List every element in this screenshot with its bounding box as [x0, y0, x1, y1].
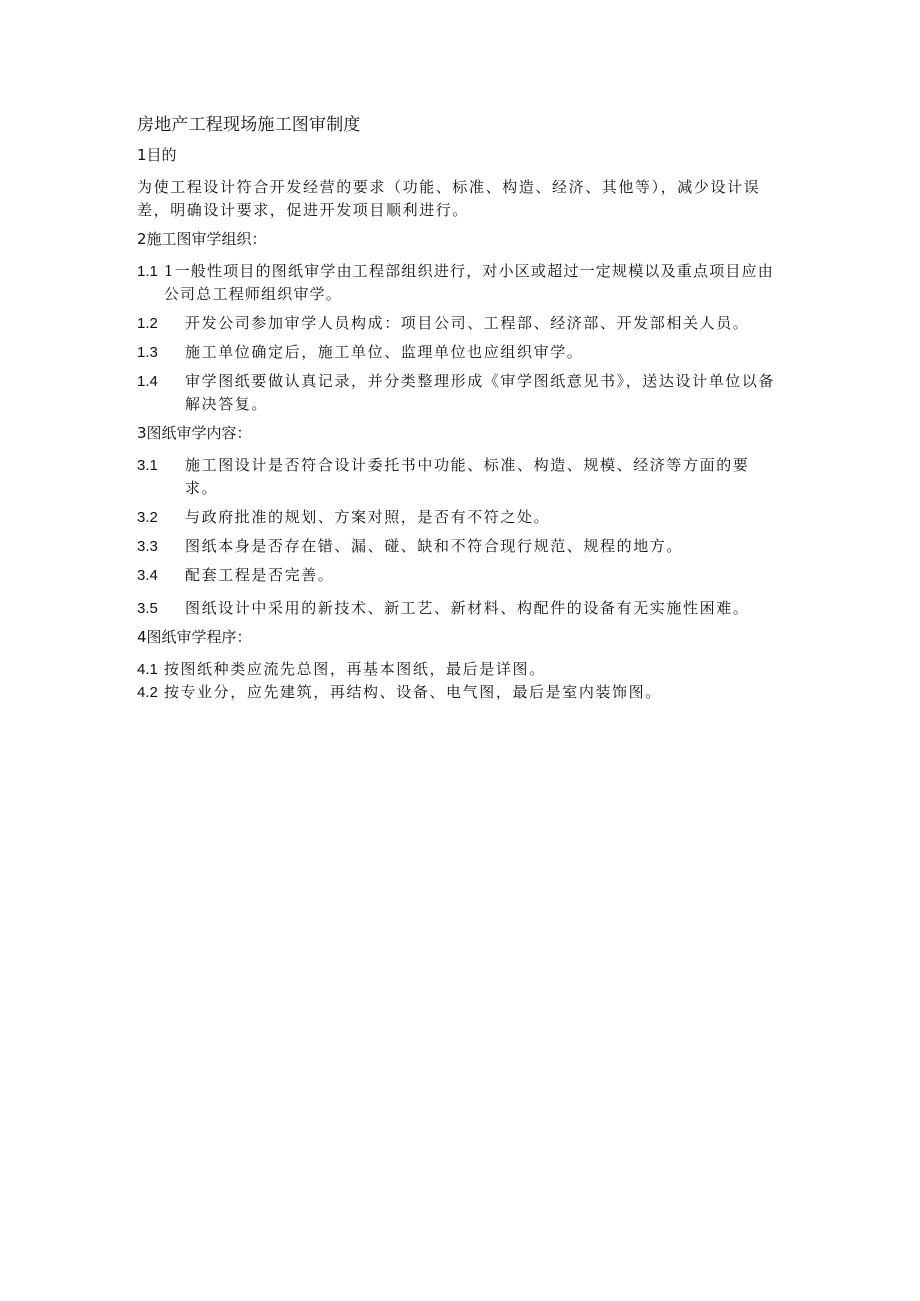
- item-number: 3.1: [137, 457, 158, 474]
- document-body: [137, 112, 780, 710]
- item-number: 1.4: [137, 373, 158, 390]
- list-item: [137, 658, 780, 681]
- item-text: 施工图设计是否符合设计委托书中功能、标准、构造、规模、经济等方面的要求。: [185, 456, 750, 497]
- section-heading-procedure: 4图纸审学程序：: [137, 628, 252, 646]
- item-text: 施工单位确定后，施工单位、监理单位也应组织审学。: [185, 343, 584, 361]
- list-item: [137, 260, 780, 306]
- list-item: [137, 564, 780, 587]
- list-item: [137, 597, 780, 620]
- item-number: 4.2: [137, 684, 158, 701]
- item-number: 1.3: [137, 344, 158, 361]
- item-text: 与政府批准的规划、方案对照，是否有不符之处。: [185, 508, 551, 526]
- section-heading-organization: 2施工图审学组织：: [137, 230, 267, 248]
- item-number: 4.1: [137, 661, 158, 678]
- document-title: 房地产工程现场施工图审制度: [137, 115, 361, 135]
- item-text: 1一般性项目的图纸审学由工程部组织进行，对小区或超过一定规模以及重点项目应由公司总工程师组织审学。: [163, 262, 775, 303]
- list-item: [137, 370, 780, 416]
- list-item: [137, 454, 780, 500]
- list-item: [137, 535, 780, 558]
- item-number: 3.4: [137, 567, 158, 584]
- list-item: [137, 312, 780, 335]
- item-text: 图纸设计中采用的新技术、新工艺、新材料、构配件的设备有无实施性困难。: [185, 599, 750, 617]
- purpose-paragraph: 为使工程设计符合开发经营的要求（功能、标准、构造、经济、其他等），减少设计误差，明确设计要求，促进开发项目顺利进行。: [137, 178, 761, 219]
- item-text: 图纸本身是否存在错、漏、碰、缺和不符合现行规范、规程的地方。: [185, 537, 684, 555]
- item-number: 3.3: [137, 538, 158, 555]
- item-number: 1.1: [137, 263, 158, 280]
- list-item: [137, 506, 780, 529]
- item-text: 按图纸种类应流先总图，再基本图纸，最后是详图。: [163, 660, 546, 678]
- item-text: 按专业分，应先建筑，再结构、设备、电气图，最后是室内装饰图。: [163, 683, 662, 701]
- section-heading-purpose: 1目的: [137, 146, 177, 164]
- item-number: 3.5: [137, 600, 158, 617]
- section-heading-content: 3图纸审学内容：: [137, 424, 252, 442]
- list-item: [137, 341, 780, 364]
- item-number: 3.2: [137, 509, 158, 526]
- item-text: 配套工程是否完善。: [185, 566, 335, 584]
- item-text: 开发公司参加审学人员构成：项目公司、工程部、经济部、开发部相关人员。: [185, 314, 750, 332]
- list-item: [137, 681, 780, 704]
- item-number: 1.2: [137, 315, 158, 332]
- item-text: 审学图纸要做认真记录，并分类整理形成《审学图纸意见书》，送达设计单位以备解决答复。: [185, 372, 776, 413]
